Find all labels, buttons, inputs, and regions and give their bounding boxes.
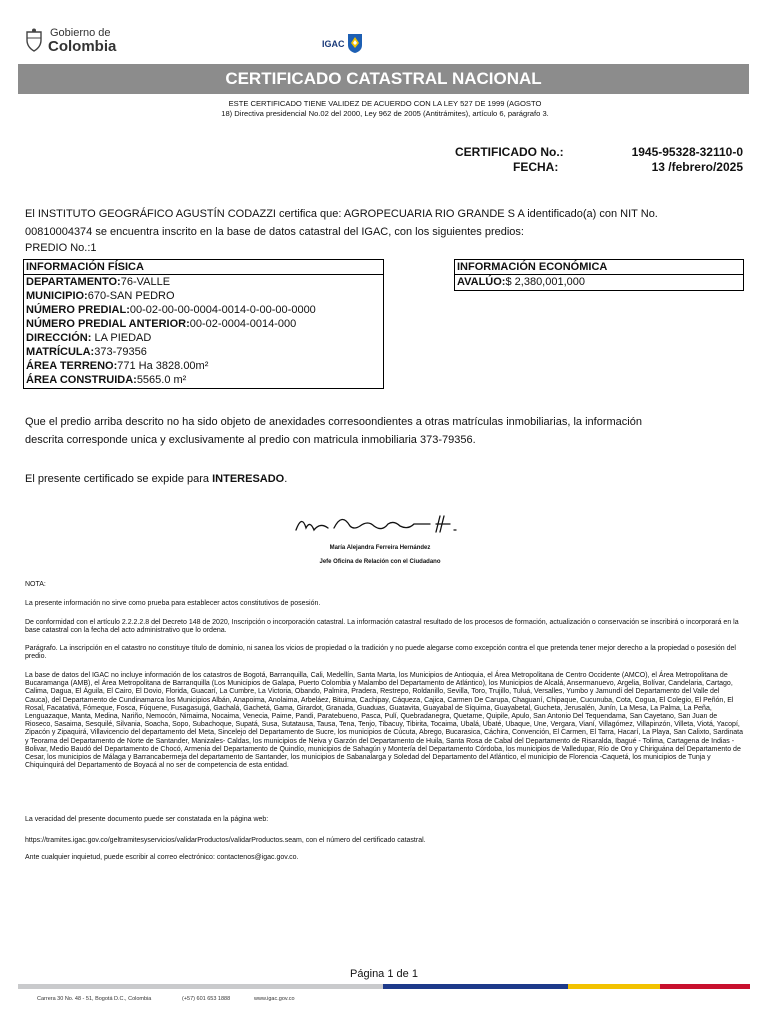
gobierno-colombia-logo [24,26,124,56]
date-label: FECHA: [513,160,559,174]
certificate-number-label: CERTIFICADO No.: [455,145,564,159]
law-line-2: 18) Directiva presidencial No.02 del 2000, Ley 962 de 2005 (Antitrámites), artículo 6, parágrafo 3. [221,109,549,118]
footer-bar-red [660,984,750,989]
footer-website: www.igac.gov.co [254,996,295,1002]
field-label: NÚMERO PREDIAL: [26,304,130,316]
field-label: NÚMERO PREDIAL ANTERIOR: [26,318,190,330]
field-label: AVALÚO: [457,276,506,288]
field-area-terreno [24,359,383,373]
certificate-number-value: 1945-95328-32110-0 [631,145,743,159]
field-label: MATRÍCULA: [26,346,95,358]
signatory-role: Jefe Oficina de Relación con el Ciudadano [319,559,441,565]
field-label: DEPARTAMENTO: [26,276,121,288]
field-value: 5565.0 m² [136,374,187,386]
field-avaluo [455,275,743,289]
intro-line-1: El INSTITUTO GEOGRÁFICO AGUSTÍN CODAZZI certifica que: AGROPECUARIA RIO GRANDE S A identificado(a) con NIT No. [25,208,658,220]
field-value: 76-VALLE [120,276,171,288]
igac-logo-text: IGAC [322,39,345,49]
field-value: 373-79356 [94,346,147,358]
field-matricula [24,345,383,359]
statement-line-2: descrita corresponde unica y exclusivamente al predio con matricula inmobiliaria 373-79356. [25,434,476,446]
field-departamento [24,275,383,289]
footer-phone: (+57) 601 653 1888 [182,996,231,1002]
footer-bar-yellow [568,984,660,989]
field-value: 00-02-0004-0014-000 [189,318,297,330]
field-label: ÁREA TERRENO: [26,360,118,372]
law-line-1: ESTE CERTIFICADO TIENE VALIDEZ DE ACUERDO CON LA LEY 527 DE 1999 (AGOSTO [228,99,542,108]
validation-url: https://tramites.igac.gov.co/geltramitesyservicios/validarProductos/validarProductos.seam, con el número del certificado catastral. [25,837,426,844]
law-notice [90,99,680,119]
purpose-paragraph [25,473,287,485]
field-direccion [24,331,383,345]
field-value: $ 2,380,001,000 [505,276,586,288]
footer-bar-gray [18,984,383,989]
document-title: CERTIFICADO CATASTRAL NACIONAL [18,64,749,94]
note-paragraph: La veracidad del presente documento puede ser constatada en la página web: [25,816,269,823]
footer-bar-blue [383,984,568,989]
purpose-suffix: . [284,473,288,485]
signatory-name: María Alejandra Ferreira Hernández [329,545,431,551]
field-value: 00-02-00-00-0004-0014-0-00-00-0000 [129,304,316,316]
economic-info-box [454,259,744,291]
coat-of-arms-icon [24,28,44,52]
purpose-prefix: El presente certificado se expide para [25,473,213,485]
igac-logo [322,32,368,58]
note-paragraph: Parágrafo. La inscripción en el catastro no constituye título de dominio, ni sanea los vicios de propiedad o la tradición y no puede alegarse como excepción contra el que pretenda tener mejor derecho a la propiedad o posesión del predio. [25,645,736,661]
note-heading: NOTA: [25,581,46,588]
field-municipio [24,289,383,303]
intro-line-2: 00810004374 se encuentra inscrito en la base de datos catastral del IGAC, con los siguientes predios: [25,226,524,238]
field-label: DIRECCIÓN: [26,332,92,344]
physical-info-box [23,259,384,389]
igac-mark-icon [346,32,364,54]
field-value: 670-SAN PEDRO [87,290,175,302]
footer-color-bar [18,984,750,989]
page-number: Página 1 de 1 [350,968,418,980]
gov-logo-line1: Gobierno de [50,27,111,39]
statement-paragraph [25,413,725,449]
date-value: 13 /febrero/2025 [651,160,743,174]
handwritten-signature [290,510,470,538]
predio-number: PREDIO No.:1 [25,242,97,254]
note-paragraph: La presente información no sirve como prueba para establecer actos constitutivos de posesión. [25,600,321,607]
field-area-construida [24,373,383,387]
note-paragraph: De conformidad con el artículo 2.2.2.2.8 del Decreto 148 de 2020, Inscripción o incorporación catastral. La información catastral resultado de los procesos de formación, actualización o conservación se inscribirá o incorporará en la base catastral con la fecha del acto administrativo que lo ordena. [25,619,739,635]
field-value: 771 Ha 3828.00m² [117,360,209,372]
field-label: MUNICIPIO: [26,290,88,302]
contact-note: Ante cualquier inquietud, puede escribir al correo electrónico: contactenos@igac.gov.co. [25,854,299,861]
gov-logo-line2: Colombia [48,38,117,55]
economic-info-heading: INFORMACIÓN ECONÓMICA [455,260,743,275]
field-numero-predial [24,303,383,317]
intro-paragraph [25,205,725,241]
statement-line-1: Que el predio arriba descrito no ha sido objeto de anexidades corresoondientes a otras matrículas inmobiliarias, la información [25,416,642,428]
field-value: LA PIEDAD [91,332,152,344]
field-label: ÁREA CONSTRUIDA: [26,374,137,386]
footer-address: Carrera 30 No. 48 - 51, Bogotá D.C., Colombia [37,996,152,1002]
field-numero-predial-anterior [24,317,383,331]
note-paragraph: La base de datos del IGAC no incluye información de los catastros de Bogotá, Barranquilla, Cali, Medellín, Santa Marta, los Municipios de Antioquia, el Área Metropolitana de Centro Occidente (AMCO), el Área Metropolitana de Bucaramanga (AMB), el Área Metropolitana de Barranquilla (Los Municipios de Galapa, Puerto Colombia y Malambo del Departamento de Atlántico), los Municipios de Alcalá, Ansermanuevo, Argelia, Bolívar, Candelaria, Cartago, Calima, Dagua, El Águila, El Cairo, El Dovio, Florida, Guacarí, La Cumbre, La Victoria, Obando, Palmira, Pradera, Restrepo, Roldanillo, Sevilla, Toro, Trujillo, Tuluá, Versalles, Yumbo y Jamundí del Departamento del Valle del Cauca), del Departamento de Cundinamarca los Municipios Albán, Anapoima, Anolaima, Arbeláez, Bituima, Cachipay, Cáqueza, Cajica, Carmen De Carupa, Chaguaní, Chipaque, Cucunuba, Cota, Cogua, El Colegio, El Peñón, El Rosal, Facatativá, Fómeque, Fosca, Fúquene, Fusagasugá, Gachalá, Gachetá, Gama, Girardot, Granada, Guaduas, Guatavita, Guayabal de Síquima, Guayabetal, Gucheta, Jerusalén, Junín, La Mesa, La Palma, La Peña, Lenguazaque, Manta, Medina, Nariño, Nemocón, Nimaima, Nocaima, Venecia, Paime, Pandi, Paratebueno, Pasca, Pulí, Quebradanegra, Quetame, Quipile, Apulo, San Antonio Del Tequendama, San Cayetano, San Juan de Rioseco, Sasaima, Sesquilé, Silvania, Soacha, Sopo, Subachoque, Supatá, Susa, Sutatausa, Tausa, Tena, Tenjo, Tibacuy, Tibirita, Tocaima, Ubalá, Ubaté, Ubaque, Une, Vergara, Vianí, Villagómez, Villapinzón, Villeta, Viotá, Yacopí, Zipacón y Zipaquirá, Villavicencio del departamento del Meta, Sincelejo del Departamento de Sucre, los municipios de Cúcuta, Abrego, Bucarasica, Cáchira, Convención, El Carmen, El Tarra, Hacarí, La Playa, San Calixto, Sardinata y Teorama del Departamento de Norte de Santander, Manizales- Caldas, los municipios de Neiva y Garzón del Departamento de Huila, Santa Rosa de Cabal del Departamento de Risaralda, Ibagué - Tolima, Cartagena de Indias - Bolivar, Medio Baudó del Departamento de Chocó, Armenia del Departamento de Quindío, municipios de Sahagún y Montería del Departamento Córdoba, los municipios de Valledupar, Río de Oro y Chiriguána del Departamento de Cesar, los municipios de Málaga y Barrancabermeja del departamento de Santander, los municipios de Sabanalarga y Soledad del Departamento del Atlántico, el municipio de Florencia -Caquetá, los municipios de Tunja y Chiquinquirá del Departamento de Boyacá al no ser de competencia de esta entidad. [25,672,744,770]
purpose-bold: INTERESADO [212,473,285,485]
physical-info-heading: INFORMACIÓN FÍSICA [24,260,383,275]
